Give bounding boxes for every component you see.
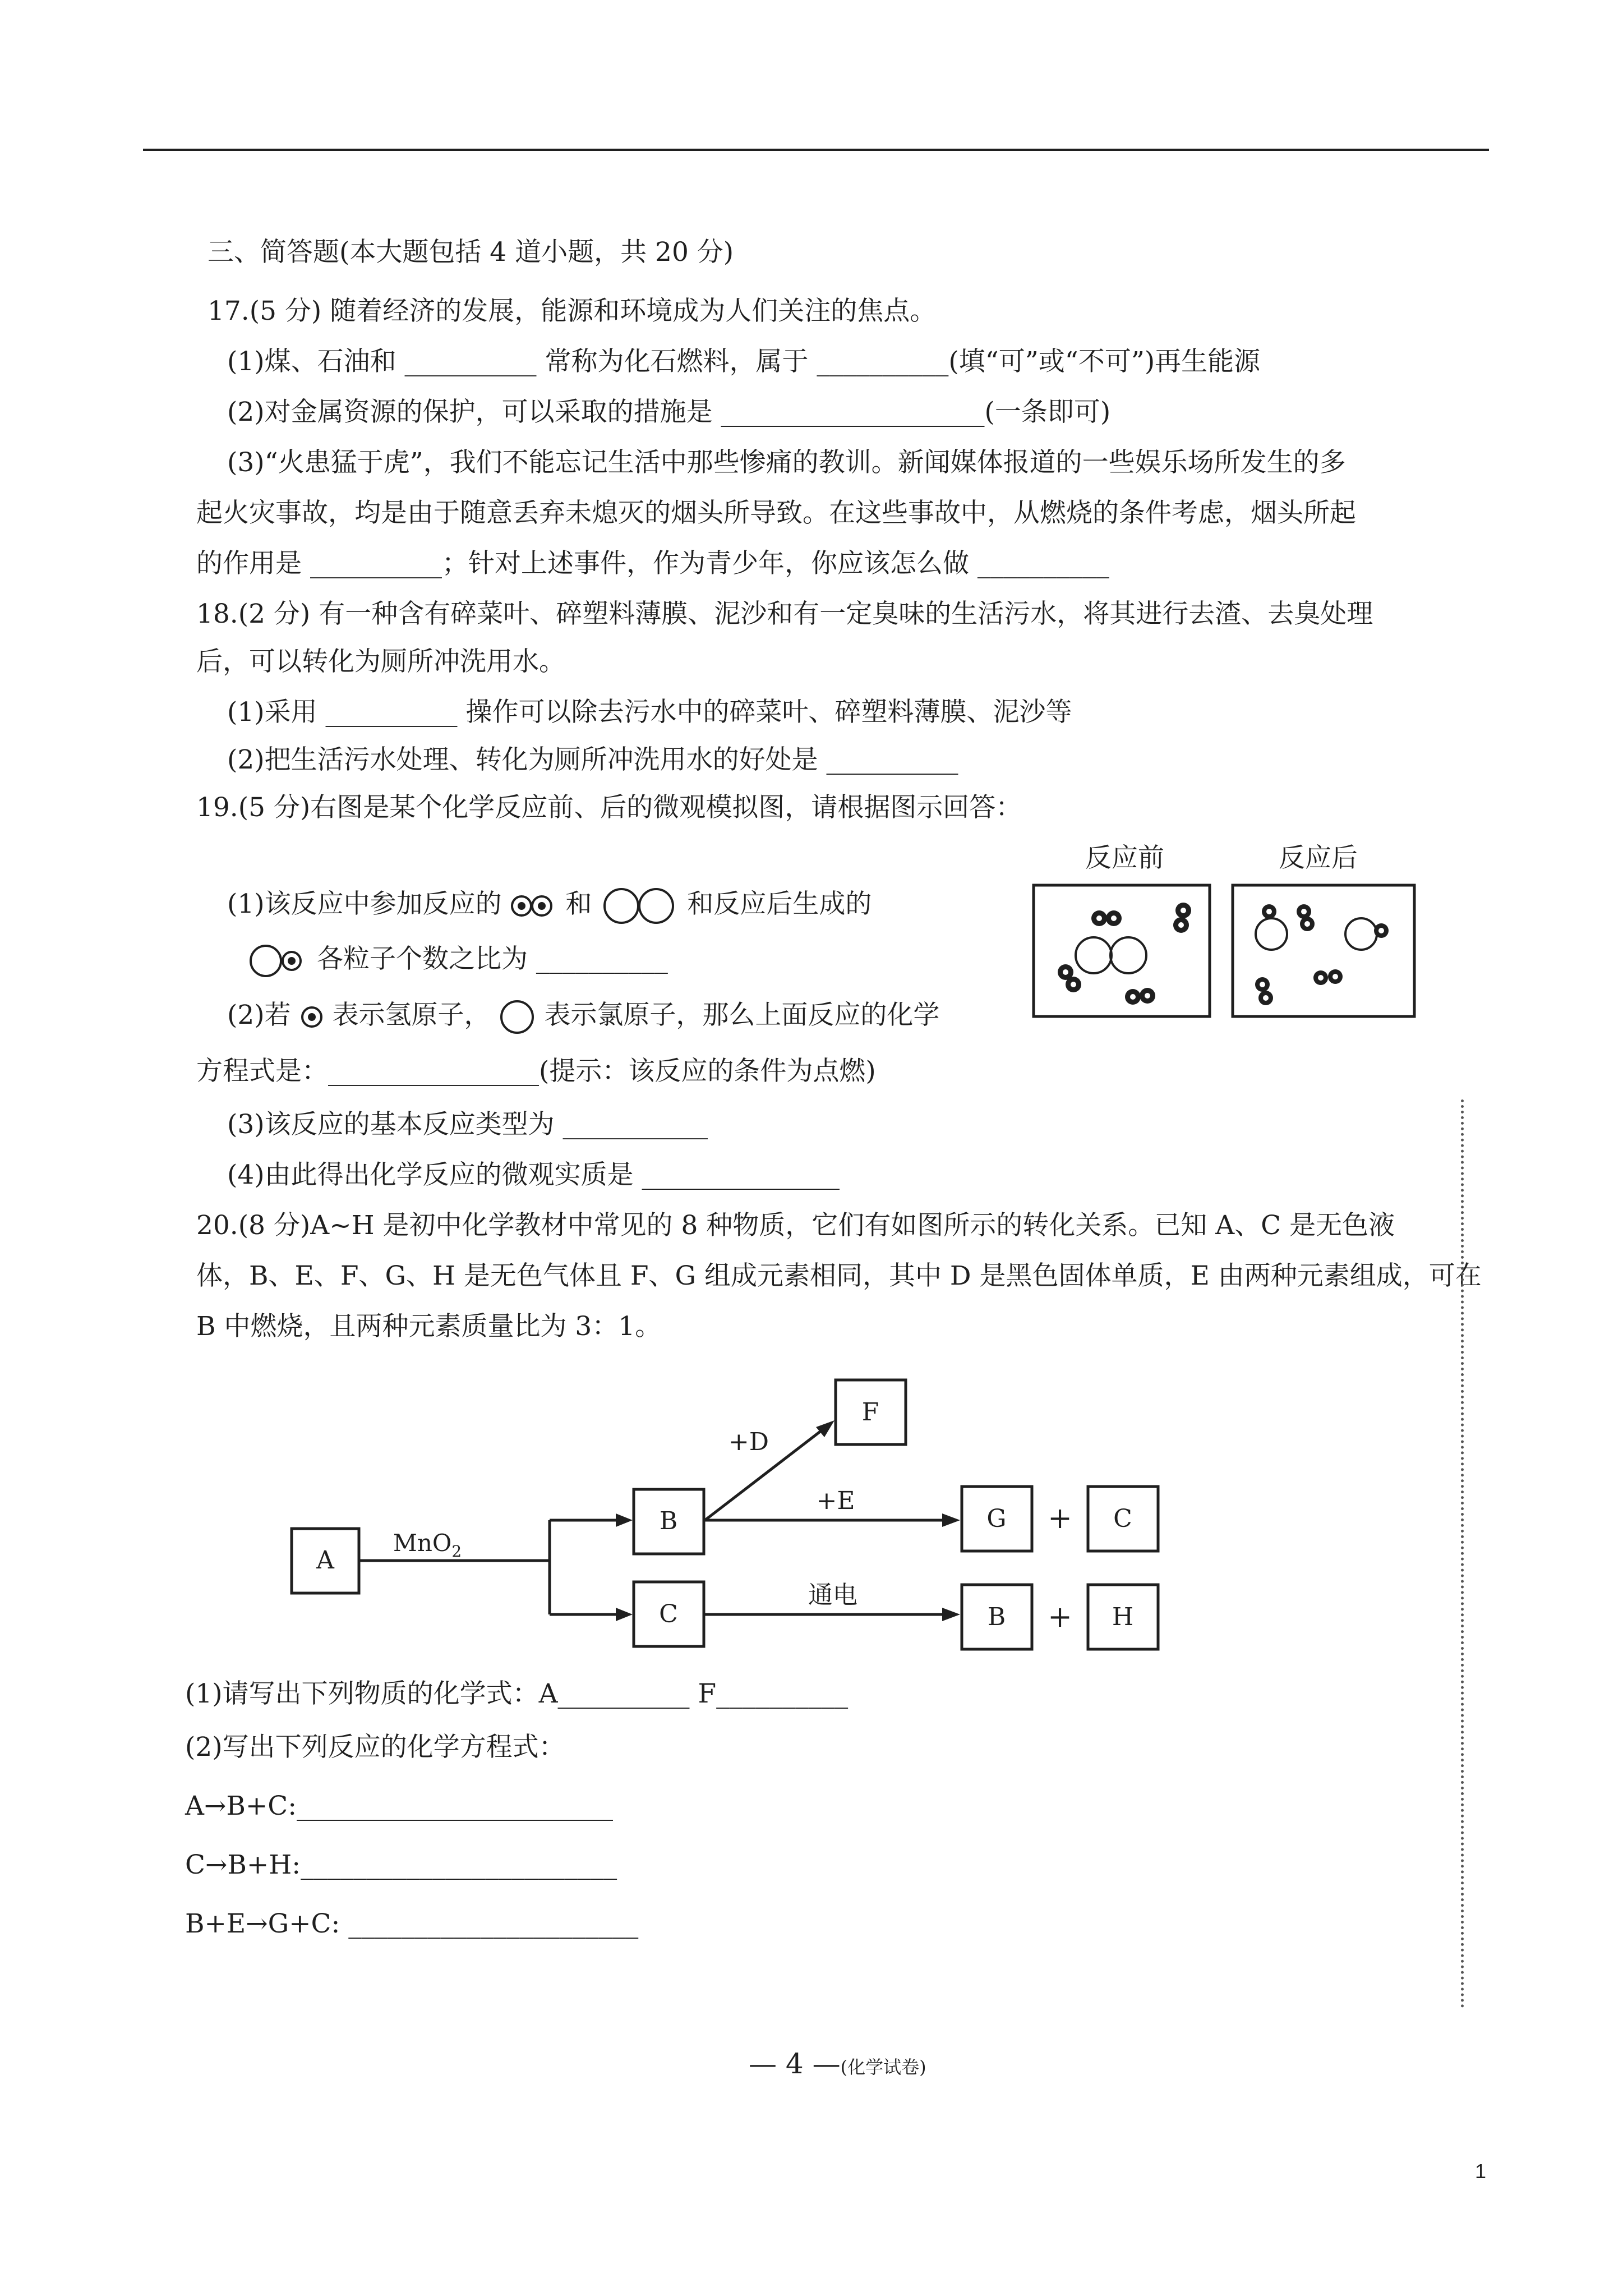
q19-stem: 19.(5 分)右图是某个化学反应前、后的微观模拟图，请根据图示回答： <box>196 792 1022 823</box>
q19-1a <box>227 886 872 926</box>
equation-1: A→B+C:________________________ <box>185 1791 614 1821</box>
box-F-label: F <box>861 1398 879 1427</box>
reaction-after-panel <box>1231 884 1416 1018</box>
q18-stem-2: 后，可以转化为厕所冲洗用水。 <box>196 646 565 677</box>
footer-page: — 4 — <box>749 2047 841 2080</box>
q20-stem-3: B 中燃烧，且两种元素质量比为 3：1。 <box>196 1311 662 1342</box>
q19-3: (3)该反应的基本反应类型为 ___________ <box>227 1109 708 1140</box>
section3-heading: 三、简答题(本大题包括 4 道小题，共 20 分) <box>208 237 734 268</box>
q18-stem: 18.(2 分) 有一种含有碎菜叶、碎塑料薄膜、泥沙和有一定臭味的生活污水，将其进行去渣、去臭处理 <box>196 599 1373 629</box>
q19-1b <box>247 942 668 979</box>
q20-stem-1: 20.(8 分)A~H 是初中化学教材中常见的 8 种物质，它们有如图所示的转化关系。已知 A、C 是无色液 <box>196 1210 1395 1241</box>
q17-1: (1)煤、石油和 __________ 常称为化石燃料，属于 __________(填“可”或“不可”)再生能源 <box>227 346 1261 377</box>
q19-2a-post: 表示氯原子，那么上面反应的化学 <box>544 1000 940 1030</box>
q19-1b-text: 各粒子个数之比为 __________ <box>316 944 668 974</box>
reaction-before-panel <box>1032 884 1211 1018</box>
equation-2: C→B+H:________________________ <box>185 1849 617 1880</box>
page-footer <box>749 2047 926 2080</box>
q20-2: (2)写出下列反应的化学方程式： <box>185 1732 565 1763</box>
q19-1a-pre: (1)该反应中参加反应的 <box>227 889 502 919</box>
box-H-label: H <box>1112 1603 1134 1631</box>
q18-1: (1)采用 __________ 操作可以除去污水中的碎菜叶、碎塑料薄膜、泥沙等 <box>227 697 1072 728</box>
box-C2-label: C <box>1113 1504 1132 1533</box>
hcl-molecule-icon <box>247 943 308 979</box>
box-A-label: A <box>316 1546 334 1575</box>
page-number: 1 <box>1475 2160 1487 2183</box>
binding-margin-dots <box>1461 1099 1464 2008</box>
q18-2: (2)把生活污水处理、转化为厕所冲洗用水的好处是 __________ <box>227 744 958 775</box>
plus-sign-2: + <box>1048 1600 1072 1634</box>
cl2-molecule-icon <box>600 886 679 926</box>
cl-atom-icon <box>499 999 536 1036</box>
q19-2b: 方程式是：________________(提示：该反应的条件为点燃) <box>196 1056 876 1087</box>
conversion-flowchart <box>280 1369 1200 1660</box>
q19-2a-pre: (2)若 <box>227 1000 291 1030</box>
q17-3b: 起火灾事故，均是由于随意丢弃未熄灭的烟头所导致。在这些事故中，从燃烧的条件考虑，烟头所起 <box>196 498 1356 528</box>
q17-2: (2)对金属资源的保护，可以采取的措施是 ____________________(一条即可) <box>227 397 1111 427</box>
h-atom-icon <box>299 1005 324 1029</box>
q19-2a <box>227 999 939 1036</box>
q20-1: (1)请写出下列物质的化学式：A__________ F__________ <box>185 1678 849 1709</box>
q19-1a-mid: 和 <box>565 889 592 919</box>
box-G-label: G <box>986 1504 1007 1533</box>
top-rule <box>143 149 1489 151</box>
after-label: 反应后 <box>1279 843 1358 873</box>
box-B-label: B <box>659 1507 678 1535</box>
q20-stem-2: 体，B、E、F、G、H 是无色气体且 F、G 组成元素相同，其中 D 是黑色固体单质，E 由两种元素组成，可在 <box>196 1260 1482 1291</box>
equation-3: B+E→G+C: ______________________ <box>185 1908 639 1939</box>
plus-sign-1: + <box>1048 1502 1072 1535</box>
before-label: 反应前 <box>1085 843 1164 873</box>
q19-4: (4)由此得出化学反应的微观实质是 _______________ <box>227 1159 840 1190</box>
box-C-label: C <box>659 1600 678 1628</box>
plus-e-label: +E <box>816 1487 855 1515</box>
q17-stem: 17.(5 分) 随着经济的发展，能源和环境成为人们关注的焦点。 <box>208 296 937 326</box>
box-B2-label: B <box>987 1603 1006 1631</box>
electrolysis-label: 通电 <box>808 1581 857 1609</box>
h2-molecule-icon <box>510 894 557 918</box>
q17-3c: 的作用是 __________；针对上述事件，作为青少年，你应该怎么做 __________ <box>196 548 1109 579</box>
q19-2a-mid: 表示氢原子， <box>332 1000 491 1030</box>
q19-1a-post: 和反应后生成的 <box>687 889 872 919</box>
footer-subject: (化学试卷) <box>840 2056 926 2078</box>
catalyst-label: MnO$_2$ <box>393 1529 462 1561</box>
plus-d-label: +D <box>728 1428 769 1456</box>
q17-3a: (3)“火患猛于虎”，我们不能忘记生活中那些惨痛的教训。新闻媒体报道的一些娱乐场所发生的多 <box>227 447 1346 478</box>
